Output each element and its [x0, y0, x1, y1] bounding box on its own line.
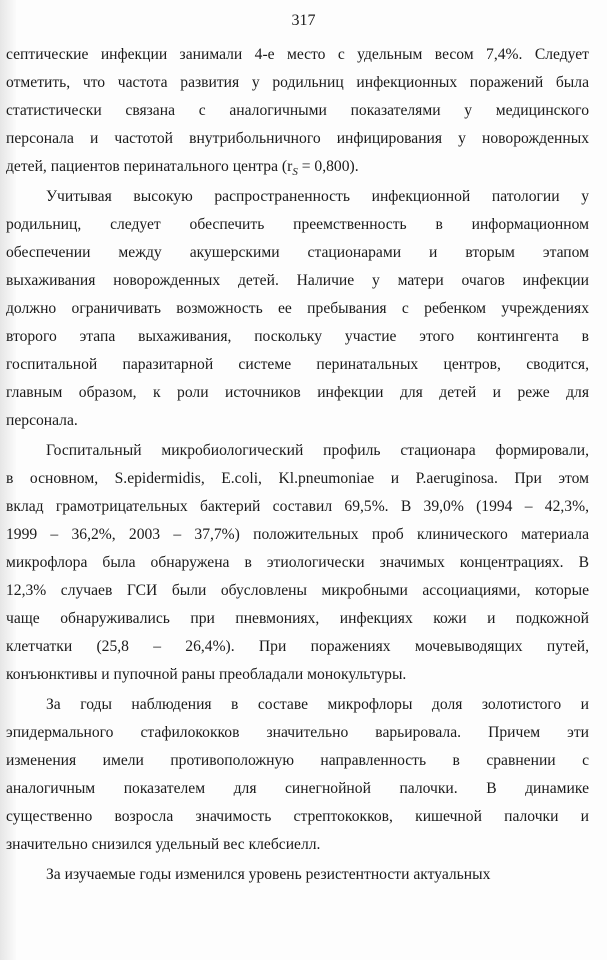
paragraph	[6, 41, 589, 181]
paragraph	[6, 183, 589, 435]
text-line: выхаживания новорожденных детей. Наличие у матери очагов инфекции	[6, 272, 589, 289]
text-line: аналогичным показателем для синегнойной палочки. В динамике	[6, 780, 589, 797]
subscript: S	[292, 166, 298, 179]
text-line: 1999 – 36,2%, 2003 – 37,7%) положительных проб клинического материала	[6, 526, 589, 543]
text-line: главным образом, к роли источников инфекции для детей и реже для	[6, 384, 589, 401]
text-line: персонала.	[6, 412, 78, 429]
text-line: вклад грамотрицательных бактерий составил 69,5%. В 39,0% (1994 – 42,3%,	[6, 498, 589, 515]
text-line: микрофлора была обнаружена в этиологически значимых концентрациях. В	[6, 554, 589, 571]
text-line: должно ограничивать возможность ее пребывания с ребенком учреждениях	[6, 300, 589, 317]
paragraph-gap	[6, 889, 589, 891]
text-line: в основном, S.epidermidis, E.coli, Kl.pneumoniae и P.aeruginosa. При этом	[6, 470, 589, 487]
text-line: значительно снизился удельный вес клебсиелл.	[6, 836, 321, 853]
text-line: эпидермального стафилококков значительно варьировала. Причем эти	[6, 724, 589, 741]
text-line: клетчатки (25,8 – 26,4%). При поражениях мочевыводящих путей,	[6, 638, 589, 655]
paragraph	[6, 437, 589, 689]
text-line: септические инфекции занимали 4-е место с удельным весом 7,4%. Следует	[6, 46, 589, 63]
document-body	[6, 41, 589, 891]
text-line: Госпитальный микробиологический профиль стационара формировали,	[46, 442, 589, 459]
page-number: 317	[291, 12, 316, 29]
text-line: отметить, что частота развития у родильниц инфекционных поражений была	[6, 74, 589, 91]
text-line: детей, пациентов перинатального центра $(r_S = 0,800)$.	[6, 158, 359, 179]
text-line: чаще обнаруживались при пневмониях, инфекциях кожи и подкожной	[6, 610, 589, 627]
paragraph	[6, 861, 589, 889]
text-line: За годы наблюдения в составе микрофлоры доля золотистого и	[46, 696, 589, 713]
text-line: изменения имели противоположную направленность в сравнении с	[6, 752, 589, 769]
text-line: 12,3% случаев ГСИ были обусловлены микробными ассоциациями, которые	[6, 582, 589, 599]
text-line: конъюнктивы и пупочной раны преобладали монокультуры.	[6, 666, 407, 683]
paragraph	[6, 691, 589, 859]
text-line: родильниц, следует обеспечить преемственность в информационном	[6, 216, 589, 233]
text-line: существенно возросла значимость стрептококков, кишечной палочки и	[6, 808, 589, 825]
text-line: За изучаемые годы изменился уровень резистентности актуальных	[46, 866, 491, 883]
text-line: персонала и частотой внутрибольничного инфицирования у новорожденных	[6, 130, 589, 147]
text-line: госпитальной паразитарной системе перинатальных центров, сводится,	[6, 356, 589, 373]
text-line: статистически связана с аналогичными показателями у медицинского	[6, 102, 589, 119]
text-line: Учитывая высокую распространенность инфекционной патологии у	[46, 188, 589, 205]
text-line: обеспечении между акушерскими стационарами и вторым этапом	[6, 244, 589, 261]
text-line: второго этапа выхаживания, поскольку участие этого контингента в	[6, 328, 589, 345]
